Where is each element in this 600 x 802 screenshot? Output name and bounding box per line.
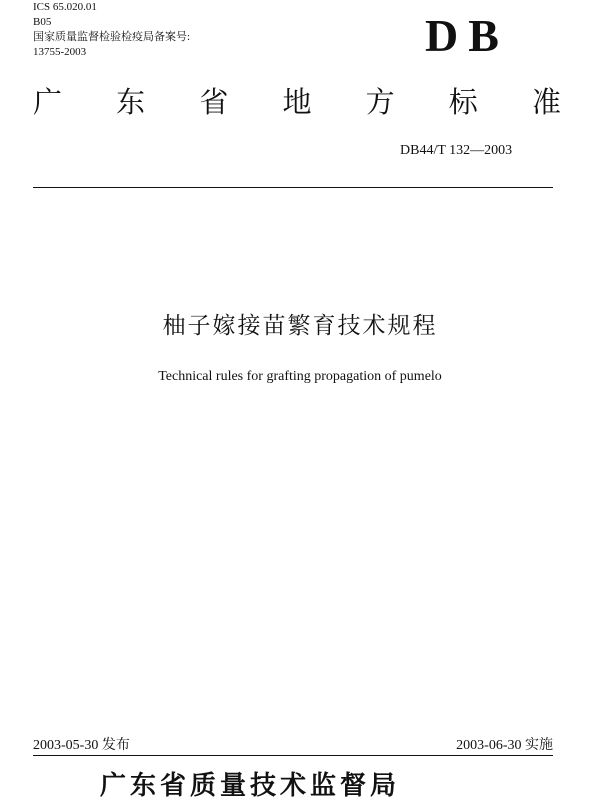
document-title-chinese: 柚子嫁接苗繁育技术规程 xyxy=(162,313,438,339)
db-mark: DB xyxy=(425,10,509,61)
standard-type-char: 方 xyxy=(365,85,395,119)
implementation-date: 2003-06-30 实施 xyxy=(456,738,553,753)
standard-type-char: 准 xyxy=(531,85,561,119)
standard-type-char: 地 xyxy=(282,85,312,119)
issuing-authority: 广东省质量技术监督局 xyxy=(100,771,401,801)
bottom-divider xyxy=(33,755,553,756)
top-divider xyxy=(33,187,553,188)
standard-type-char: 省 xyxy=(199,85,229,119)
standard-type-char: 标 xyxy=(448,85,478,119)
standard-type-char: 东 xyxy=(116,85,146,119)
standard-number: DB44/T 132—2003 xyxy=(400,143,513,158)
record-number: 13755-2003 xyxy=(33,46,87,58)
ics-code: ICS 65.020.01 xyxy=(33,1,97,13)
ccs-code: B05 xyxy=(33,16,52,28)
standard-type-heading xyxy=(33,84,561,120)
issue-date: 2003-05-30 发布 xyxy=(33,738,130,753)
document-title-english: Technical rules for grafting propagation of pumelo xyxy=(158,369,442,384)
standard-type-char: 广 xyxy=(33,85,63,119)
record-label: 国家质量监督检验检疫局备案号: xyxy=(33,31,191,43)
document-metadata xyxy=(33,0,190,60)
